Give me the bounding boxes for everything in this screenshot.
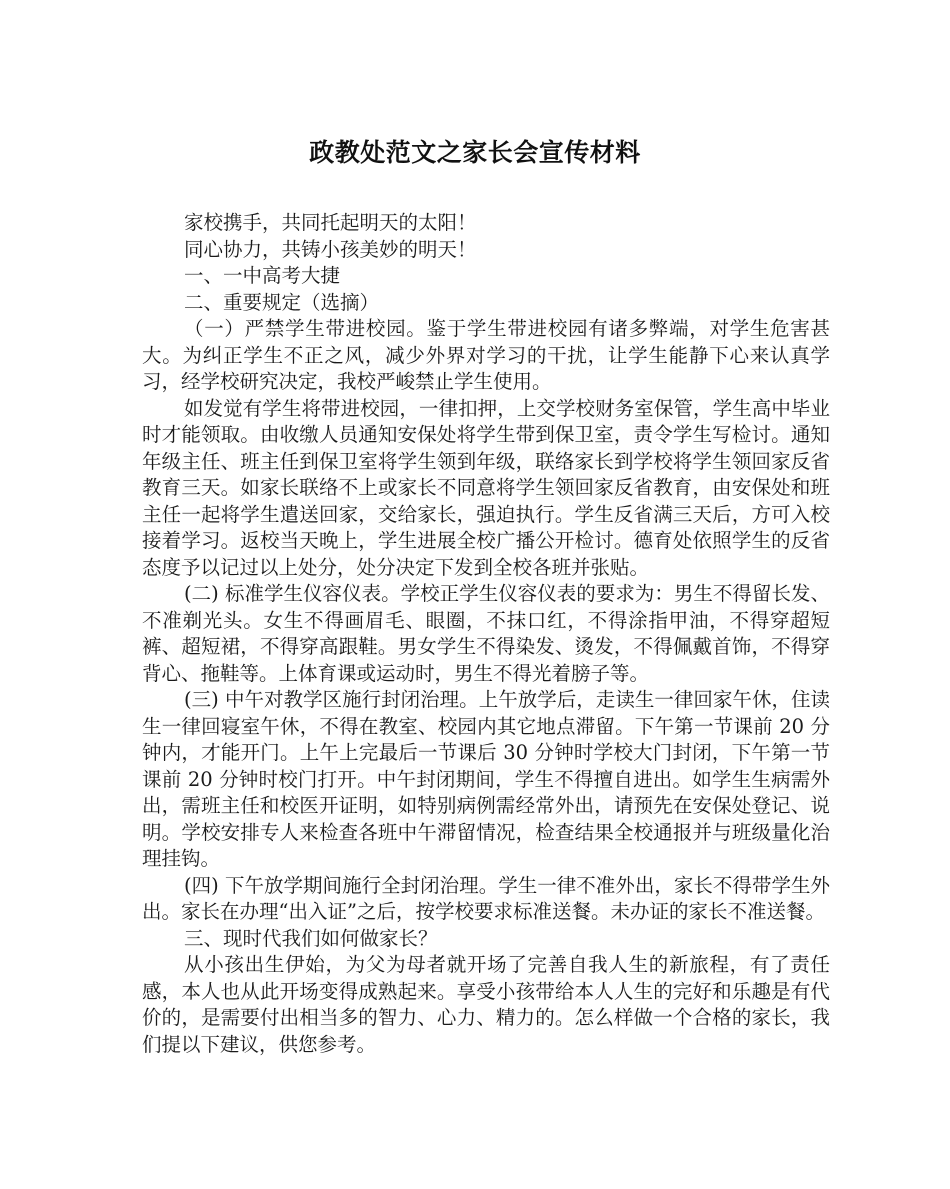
document-title: 政教处范文之家长会宣传材料 bbox=[309, 138, 641, 167]
paragraph: (二) 标准学生仪容仪表。学校正学生仪容仪表的要求为：男生不得留长发、不准剃光头。女生不得画眉毛、眼圈，不抹口红，不得涂指甲油，不得穿超短裤、超短裙，不得穿高跟鞋。男女学生不得染发、烫发，不得佩戴首饰，不得穿背心、拖鞋等。上体育课或运动时，男生不得光着膀子等。 bbox=[142, 582, 830, 685]
section-heading: 三、现时代我们如何做家长？ bbox=[184, 926, 438, 950]
paragraph: 同心协力，共铸小孩美妙的明天！ bbox=[184, 237, 477, 261]
paragraph: 从小孩出生伊始，为父为母者就开场了完善自我人生的新旅程，有了责任感，本人也从此开场变得成熟起来。享受小孩带给本人人生的完好和乐趣是有代价的，是需要付出相当多的智力、心力、精力的。怎么样做一个合格的家长，我们提以下建议，供您参考。 bbox=[142, 953, 830, 1056]
paragraph: （一）严禁学生带进校园。鉴于学生带进校园有诸多弊端，对学生危害甚大。为纠正学生不正之风，减少外界对学习的干扰，让学生能静下心来认真学习，经学校研究决定，我校严峻禁止学生使用。 bbox=[142, 317, 830, 393]
section-heading: 二、重要规定（选摘） bbox=[184, 290, 380, 314]
paragraph: (三) 中午对教学区施行封闭治理。上午放学后，走读生一律回家午休，住读生一律回寝室午休，不得在教室、校园内其它地点滞留。下午第一节课前 20 分钟内，才能开门。上午上完最后一节课后 30 分钟时学校大门封闭，下午第一节课前 20 分钟时校门打开。中午封闭期间，学生不得擅自进出。如学生生病需外出，需班主任和校医开证明，如特别病例需经常外出，请预先在安保处登记、说明。学校安排专人来检查各班中午滞留情况，检查结果全校通报并与班级量化治理挂钩。 bbox=[142, 688, 830, 870]
section-heading: 一、一中高考大捷 bbox=[184, 264, 341, 287]
document-body bbox=[142, 210, 830, 1058]
paragraph: (四) 下午放学期间施行全封闭治理。学生一律不准外出，家长不得带学生外出。家长在办理“出入证”之后，按学校要求标准送餐。未办证的家长不准送餐。 bbox=[142, 873, 830, 923]
paragraph: 如发觉有学生将带进校园，一律扣押，上交学校财务室保管，学生高中毕业时才能领取。由收缴人员通知安保处将学生带到保卫室，责令学生写检讨。通知年级主任、班主任到保卫室将学生领到年级，联络家长到学校将学生领回家反省教育三天。如家长联络不上或家长不同意将学生领回家反省教育，由安保处和班主任一起将学生遣送回家，交给家长，强迫执行。学生反省满三天后，方可入校接着学习。返校当天晚上，学生进展全校广播公开检讨。德育处依照学生的反省态度予以记过以上处分，处分决定下发到全校各班并张贴。 bbox=[142, 396, 830, 579]
paragraph: 家校携手，共同托起明天的太阳！ bbox=[184, 211, 477, 234]
